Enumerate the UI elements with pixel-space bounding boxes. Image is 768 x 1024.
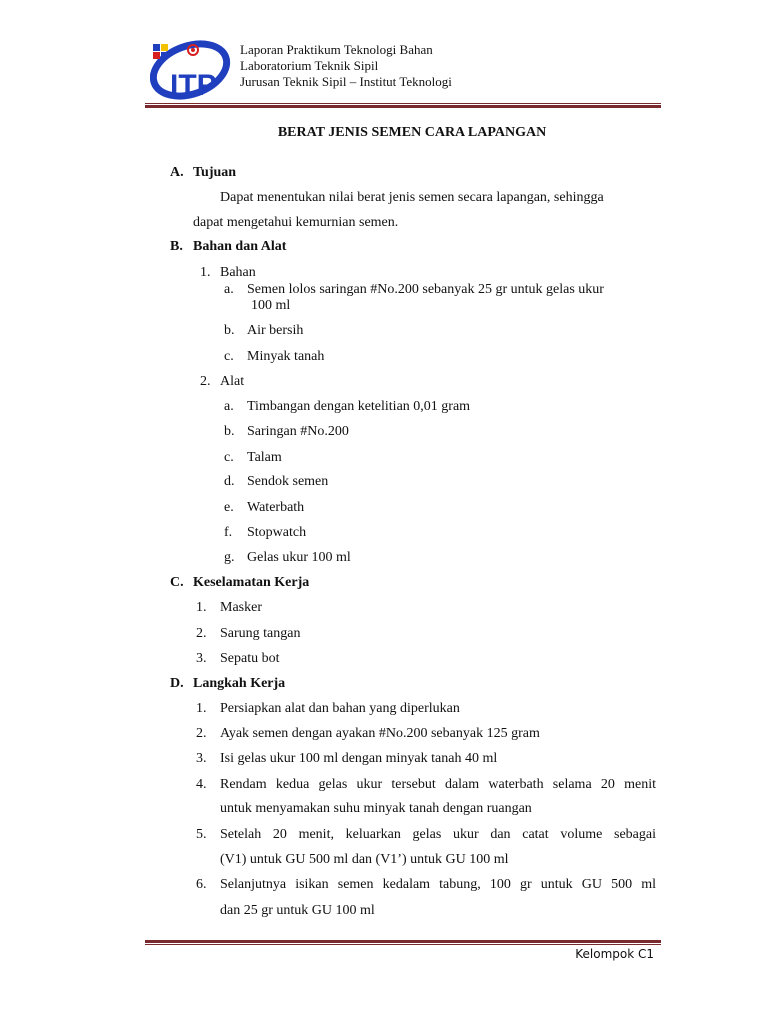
section-b-heading: Bahan dan Alat — [193, 239, 287, 254]
alat-item-marker: d. — [224, 474, 235, 489]
alat-item: Sendok semen — [247, 474, 329, 489]
section-d-marker: D. — [170, 676, 184, 691]
header-text — [240, 42, 452, 90]
step-marker: 1. — [196, 701, 207, 716]
bahan-item-marker: b. — [224, 323, 235, 338]
header-line-1: Laporan Praktikum Teknologi Bahan — [240, 42, 433, 57]
alat-label: Alat — [220, 374, 245, 389]
alat-item: Stopwatch — [247, 525, 307, 540]
safety-item: Sarung tangan — [220, 626, 301, 641]
step-text: Persiapkan alat dan bahan yang diperlukan — [220, 701, 460, 716]
bahan-item: Semen lolos saringan #No.200 sebanyak 25 gr untuk gelas ukur — [247, 282, 604, 297]
step-text: Rendam kedua gelas ukur tersebut dalam waterbath selama 20 menit — [220, 777, 656, 792]
step-text: Setelah 20 menit, keluarkan gelas ukur dan catat volume sebagai — [220, 827, 656, 842]
step-marker: 3. — [196, 751, 207, 766]
step-marker: 4. — [196, 777, 207, 792]
section-a-paragraph-line-1: Dapat menentukan nilai berat jenis semen secara lapangan, sehingga — [220, 190, 604, 205]
alat-item-marker: g. — [224, 550, 235, 565]
footer-rule — [145, 940, 661, 945]
alat-item: Timbangan dengan ketelitian 0,01 gram — [247, 399, 471, 414]
step-continuation: (V1) untuk GU 500 ml dan (V1’) untuk GU 100 ml — [220, 852, 509, 867]
bahan-marker: 1. — [200, 265, 211, 280]
alat-item: Saringan #No.200 — [247, 424, 349, 439]
section-a-heading: Tujuan — [193, 165, 237, 180]
step-text: Isi gelas ukur 100 ml dengan minyak tanah 40 ml — [220, 751, 498, 766]
alat-item-marker: b. — [224, 424, 235, 439]
step-marker: 5. — [196, 827, 207, 842]
section-b-marker: B. — [170, 239, 183, 254]
alat-item-marker: e. — [224, 500, 234, 515]
section-c-heading: Keselamatan Kerja — [193, 575, 310, 590]
step-marker: 6. — [196, 877, 207, 892]
safety-item: Sepatu bot — [220, 651, 280, 666]
bahan-item-marker: a. — [224, 282, 234, 297]
bahan-item: Air bersih — [247, 323, 304, 338]
logo-text: ITP — [170, 69, 217, 100]
alat-item: Gelas ukur 100 ml — [247, 550, 351, 565]
alat-marker: 2. — [200, 374, 211, 389]
footer-group-label: Kelompok C1 — [575, 947, 654, 961]
alat-item-marker: f. — [224, 525, 233, 540]
bahan-item-continuation: 100 ml — [251, 298, 291, 313]
itp-logo — [150, 40, 232, 100]
bahan-label: Bahan — [220, 265, 256, 280]
bahan-item-marker: c. — [224, 349, 234, 364]
step-continuation: untuk menyamakan suhu minyak tanah dengan ruangan — [220, 801, 532, 816]
step-text: Selanjutnya isikan semen kedalam tabung, 100 gr untuk GU 500 ml — [220, 877, 656, 892]
step-text: Ayak semen dengan ayakan #No.200 sebanyak 125 gram — [220, 726, 540, 741]
alat-item-marker: a. — [224, 399, 234, 414]
section-a-paragraph-line-2: dapat mengetahui kemurnian semen. — [193, 215, 399, 230]
header-rule — [145, 103, 661, 108]
safety-item: Masker — [220, 600, 262, 615]
page-title: BERAT JENIS SEMEN CARA LAPANGAN — [277, 125, 547, 140]
section-d-heading: Langkah Kerja — [193, 676, 286, 691]
alat-item: Waterbath — [247, 500, 305, 515]
safety-item-marker: 1. — [196, 600, 207, 615]
safety-item-marker: 2. — [196, 626, 207, 641]
bahan-item: Minyak tanah — [247, 349, 325, 364]
alat-item: Talam — [247, 450, 282, 465]
header-line-2: Laboratorium Teknik Sipil — [240, 58, 379, 73]
section-c-marker: C. — [170, 575, 184, 590]
step-continuation: dan 25 gr untuk GU 100 ml — [220, 903, 375, 918]
section-a-marker: A. — [170, 165, 184, 180]
alat-item-marker: c. — [224, 450, 234, 465]
header-line-3: Jurusan Teknik Sipil – Institut Teknologi — [240, 74, 452, 89]
step-marker: 2. — [196, 726, 207, 741]
safety-item-marker: 3. — [196, 651, 207, 666]
